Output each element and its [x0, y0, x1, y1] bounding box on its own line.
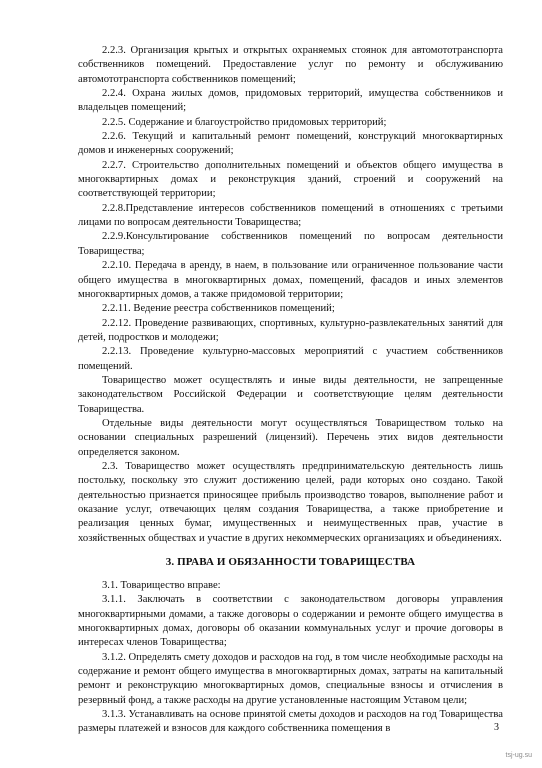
paragraph-2-2-7: 2.2.7. Строительство дополнительных помещений и объектов общего имущества в многоквартирных домах и реконструкция зданий, строений и сооружений на соответствующей территории;: [78, 159, 503, 200]
paragraph-3-1-2: 3.1.2. Определять смету доходов и расходов на год, в том числе необходимые расходы на содержание и ремонт общего имущества в многоквартирных домах, затраты на капитальный ремонт и реконструкцию многоквартирных домов, специальные взносы и отчисления в резервный фонд, а также расходы на другие установленные настоящим Уставом цели;: [78, 651, 503, 706]
paragraph-licensed-activities: Отдельные виды деятельности могут осуществляться Товариществом только на основании специальных разрешений (лицензий). Перечень этих видов деятельности определяется законом.: [78, 417, 503, 458]
paragraph-3-1: 3.1. Товарищество вправе:: [102, 580, 221, 592]
paragraph-2-2-3: 2.2.3. Организация крытых и открытых охраняемых стоянок для автомототранспорта собственников помещений. Предоставление услуг по ремонту и обслуживанию автомототранспорта собственников помещений;: [78, 45, 503, 85]
paragraph-3-1-3: 3.1.3. Устанавливать на основе принятой сметы доходов и расходов на год Товарищества размеры платежей и взносов для каждого собственника помещения в: [78, 709, 503, 735]
page-number: 3: [494, 722, 499, 733]
paragraph-2-3: 2.3. Товарищество может осуществлять предпринимательскую деятельность лишь постольку, поскольку это служит достижению целей, ради которых оно создано. Такой деятельностью признается приносящее прибыль производство товаров, выполнение работ и оказание услуг, отвечающих целям создания Товарищества, а также приобретение и реализация ценных бумаг, имущественных и неимущественных прав, участие в хозяйственных обществах и участие в других некоммерческих организациях и объединениях.: [78, 460, 503, 544]
paragraph-2-2-12: 2.2.12. Проведение развивающих, спортивных, культурно-развлекательных занятий для детей, подростков и молодежи;: [78, 317, 503, 343]
paragraph-2-2-6: 2.2.6. Текущий и капитальный ремонт помещений, конструкций многоквартирных домов и инженерных сооружений;: [78, 131, 503, 157]
paragraph-2-2-9: 2.2.9.Консультирование собственников помещений по вопросам деятельности Товарищества;: [78, 231, 503, 257]
paragraph-3-1-1: 3.1.1. Заключать в соответствии с законодательством договоры управления многоквартирными домами, а также договоры о содержании и ремонте общего имущества в многоквартирных домах, договоры об оказании коммунальных услуг и прочие договоры в интересах членов Товарищества;: [78, 594, 503, 649]
section-heading: 3. ПРАВА И ОБЯЗАННОСТИ ТОВАРИЩЕСТВА: [165, 556, 416, 569]
watermark: tsj-ug.su: [505, 752, 532, 759]
document-body: [78, 44, 503, 737]
paragraph-2-2-8: 2.2.8.Представление интересов собственников помещений в отношениях с третьими лицами по вопросам деятельности Товарищества;: [78, 202, 503, 229]
paragraph-2-2-5: 2.2.5. Содержание и благоустройство придомовых территорий;: [102, 116, 387, 128]
paragraph-other-activities: Товарищество может осуществлять и иные виды деятельности, не запрещенные законодательством Российской Федерации и соответствующие целям деятельности Товарищества.: [78, 374, 503, 415]
paragraph-2-2-13: 2.2.13. Проведение культурно-массовых мероприятий с участием собственников помещений.: [78, 346, 503, 372]
paragraph-2-2-10: 2.2.10. Передача в аренду, в наем, в пользование или ограниченное пользование части общего имущества в многоквартирных домах, помещений, фасадов и иных элементов многоквартирных домов, а также придомовой территории;: [78, 260, 503, 300]
paragraph-2-2-11: 2.2.11. Ведение реестра собственников помещений;: [102, 303, 335, 315]
paragraph-2-2-4: 2.2.4. Охрана жилых домов, придомовых территорий, имущества собственников и владельцев помещений;: [78, 88, 503, 114]
